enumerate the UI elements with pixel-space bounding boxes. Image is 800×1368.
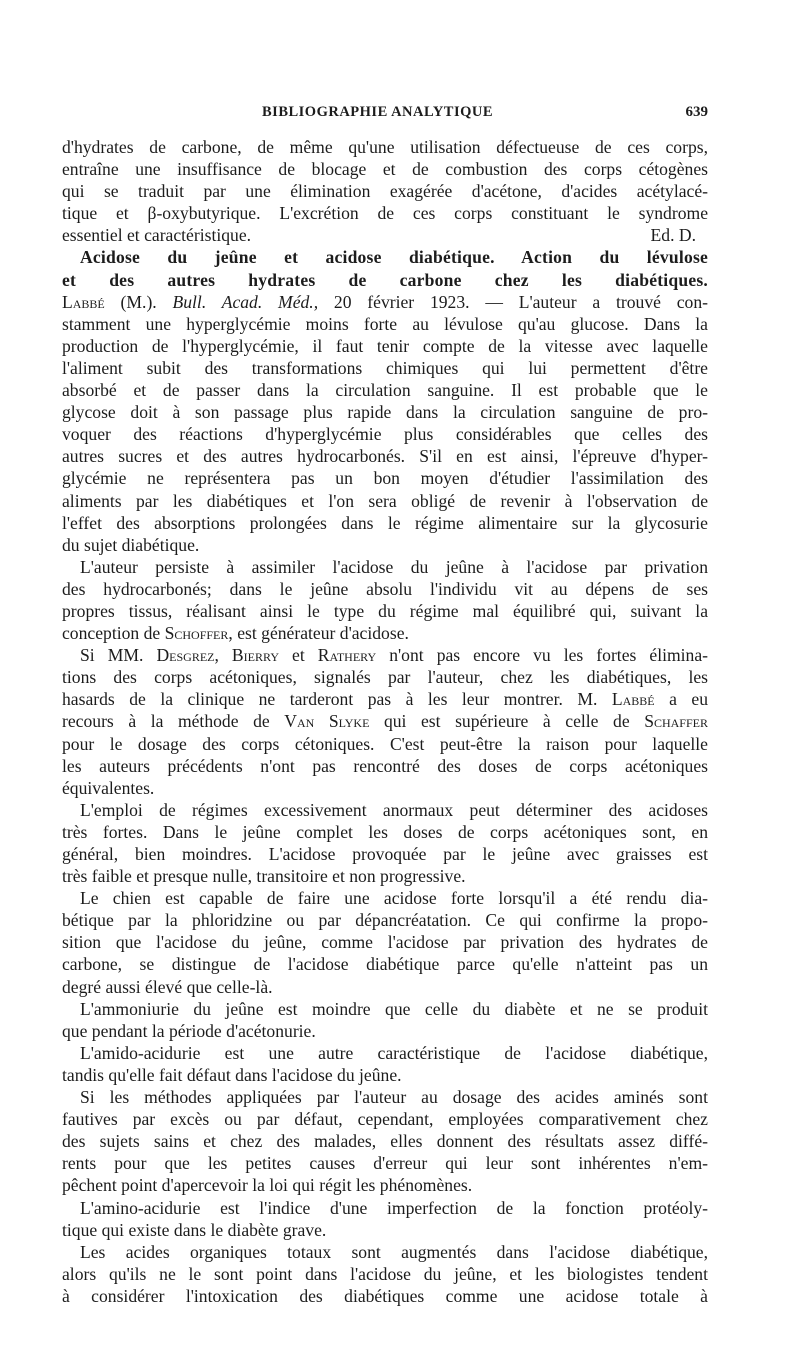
author-name: Rathery xyxy=(317,645,377,666)
text-line xyxy=(62,224,708,246)
text-line: rents pour que les petites causes d'erreur qui leur sont inhérentes n'em- xyxy=(62,1153,708,1174)
text-line: d'hydrates de carbone, de même qu'une utilisation défectueuse de ces corps, xyxy=(62,137,708,157)
text-line: L'ammoniurie du jeûne est moindre que celle du diabète et ne se produit xyxy=(80,998,708,1019)
text-line: général, bien moindres. L'acidose provoquée par le jeûne avec graisses est xyxy=(62,844,708,864)
text-line: absorbé et de passer dans la circulation sanguine. Il est probable que le xyxy=(62,380,708,401)
text-line: aliments par les diabétiques et l'on sera obligé de revenir à l'observation de xyxy=(62,490,708,511)
text-fragment: conception de xyxy=(62,623,165,644)
text-line: tions des corps acétoniques, signalés par l'auteur, chez les diabétiques, les xyxy=(62,667,708,688)
review-heading-line: et des autres hydrates de carbone chez les diabétiques. xyxy=(62,269,708,290)
citation-line xyxy=(62,291,708,313)
text-line: entraîne une insuffisance de blocage et de combustion des corps cétogènes xyxy=(62,159,708,180)
text-line: glycose doit à son passage plus rapide dans la circulation sanguine de pro- xyxy=(62,402,708,423)
text-line: glycémie ne représentera pas un bon moyen d'étudier l'assimilation des xyxy=(62,468,708,489)
text-line: à considérer l'intoxication des diabétiques comme une acidose totale à xyxy=(62,1285,708,1306)
text-line: propres tissus, réalisant ainsi le type du régime mal équilibré qui, suivant la xyxy=(62,600,708,621)
text-line: Si les méthodes appliquées par l'auteur au dosage des acides aminés sont xyxy=(80,1087,708,1108)
text-line xyxy=(62,644,708,666)
text-line: pour le dosage des corps cétoniques. C'est peut-être la raison pour laquelle xyxy=(62,733,708,754)
text-line xyxy=(62,710,708,732)
text-line: fautives par excès ou par défaut, cependant, employées comparativement chez xyxy=(62,1109,708,1130)
author-name: Labbé xyxy=(611,689,655,710)
text-fragment: Si MM. xyxy=(80,645,157,666)
page-number: 639 xyxy=(685,104,708,120)
text-line: production de l'hyperglycémie, il faut tenir compte de la vitesse avec laquelle xyxy=(62,335,708,356)
text-line: les auteurs précédents n'ont pas rencontré des doses de corps acétoniques xyxy=(62,755,708,776)
text-line: tandis qu'elle fait défaut dans l'acidose du jeûne. xyxy=(62,1064,402,1085)
text-line: autres sucres et des autres hydrocarbonés. S'il en est ainsi, l'épreuve d'hyper- xyxy=(62,446,708,467)
text-line: très fortes. Dans le jeûne complet les doses de corps acétoniques sont, en xyxy=(62,821,708,842)
text-line: L'emploi de régimes excessivement anormaux peut déterminer des acidoses xyxy=(80,799,708,820)
prev-last-line: essentiel et caractéristique. xyxy=(62,225,252,246)
citation-author: Labbé (M.). xyxy=(62,291,157,312)
text-line: L'amido-acidurie est une autre caractéristique de l'acidose diabétique, xyxy=(80,1042,708,1063)
text-line: l'effet des absorptions prolongées dans le régime alimentaire sur la glycosurie xyxy=(62,512,708,533)
text-fragment: , est générateur d'acidose. xyxy=(228,623,409,644)
text-line: Le chien est capable de faire une acidose forte lorsqu'il a été rendu dia- xyxy=(80,888,708,909)
text-line: bétique par la phloridzine ou par dépancréatation. Ce qui confirme la propo- xyxy=(62,910,708,931)
text-line: l'aliment subit des transformations chimiques qui lui permettent d'être xyxy=(62,357,708,378)
text-fragment: a eu xyxy=(654,689,708,710)
text-line: L'amino-acidurie est l'indice d'une imperfection de la fonction protéoly- xyxy=(80,1197,708,1218)
text-line: alors qu'ils ne le sont point dans l'acidose du jeûne, et les biologistes tendent xyxy=(62,1263,708,1284)
citation-rest: 20 février 1923. — L'auteur a trouvé con- xyxy=(333,291,708,312)
text-line: des sujets sains et chez des malades, elles donnent des résultats assez diffé- xyxy=(62,1131,708,1152)
text-fragment: n'ont pas encore vu les fortes élimina- xyxy=(376,645,708,666)
author-name: Bierry xyxy=(231,645,279,666)
text-line: des hydrocarbonés; dans le jeûne absolu l'individu vit au dépens de ses xyxy=(62,578,708,599)
author-name: Schaffer xyxy=(644,711,708,732)
text-fragment: et xyxy=(279,645,318,666)
review-heading-line: Acidose du jeûne et acidose diabétique. Action du lévulose xyxy=(80,247,708,268)
text-fragment: recours à la méthode de xyxy=(62,711,285,732)
article-body xyxy=(62,136,708,1307)
text-line: degré aussi élevé que celle-là. xyxy=(62,976,273,997)
text-line xyxy=(62,622,708,644)
reviewer-signature: Ed. D. xyxy=(650,225,696,246)
text-line: équivalentes. xyxy=(62,777,155,798)
citation-journal: Bull. Acad. Méd., xyxy=(172,291,319,312)
text-line: Les acides organiques totaux sont augmentés dans l'acidose diabétique, xyxy=(80,1241,708,1262)
text-line: stamment une hyperglycémie moins forte au lévulose qu'au glucose. Dans la xyxy=(62,313,708,334)
text-fragment: qui est supérieure à celle de xyxy=(369,711,645,732)
text-line: du sujet diabétique. xyxy=(62,534,200,555)
running-title: BIBLIOGRAPHIE ANALYTIQUE xyxy=(262,104,494,120)
author-name: Van Slyke xyxy=(284,711,370,732)
text-line: pêchent point d'apercevoir la loi qui régit les phénomènes. xyxy=(62,1175,473,1196)
text-line: carbone, se distingue de l'acidose diabétique parce qu'elle n'atteint pas un xyxy=(62,954,708,975)
text-line: tique et β-oxybutyrique. L'excrétion de ces corps constituant le syndrome xyxy=(62,203,708,224)
text-line: qui se traduit par une élimination exagérée d'acétone, d'acides acétylacé- xyxy=(62,181,708,202)
author-name: Schoffer xyxy=(164,623,229,644)
text-line: tique qui existe dans le diabète grave. xyxy=(62,1219,327,1240)
author-name: Desgrez xyxy=(156,645,215,666)
text-fragment: , xyxy=(214,645,232,666)
text-line: voquer des réactions d'hyperglycémie plus considérables que celles des xyxy=(62,424,708,445)
text-line: que pendant la période d'acétonurie. xyxy=(62,1020,316,1041)
text-line: sition que l'acidose du jeûne, comme l'acidose par privation des hydrates de xyxy=(62,932,708,953)
text-line: L'auteur persiste à assimiler l'acidose du jeûne à l'acidose par privation xyxy=(80,556,708,577)
text-line: très faible et presque nulle, transitoire et non progressive. xyxy=(62,866,466,887)
text-line xyxy=(62,688,708,710)
page-header xyxy=(62,104,708,126)
text-fragment: hasards de la clinique ne tarderont pas à les leur montrer. M. xyxy=(62,689,612,710)
